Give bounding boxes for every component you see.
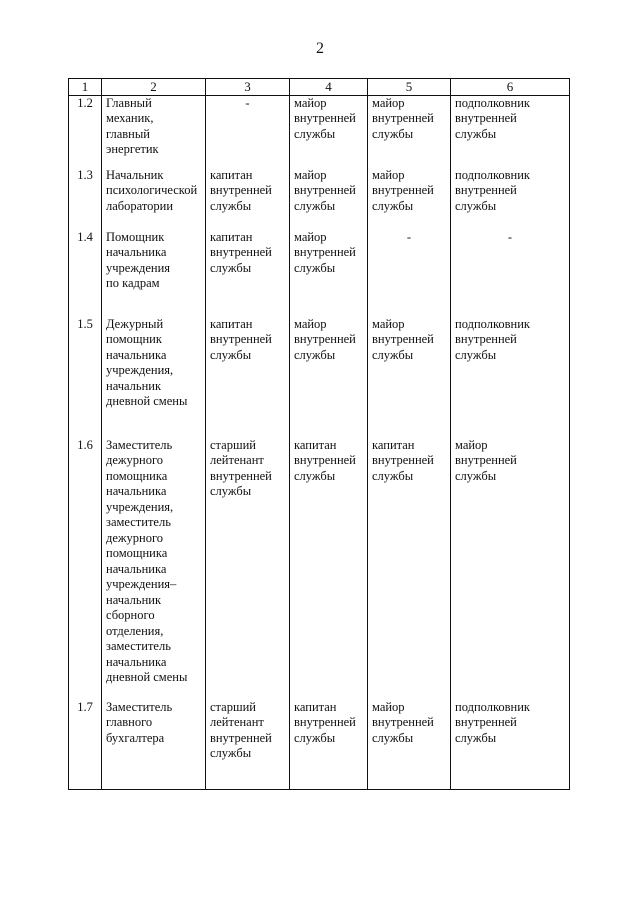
rank-cell-col3: -	[206, 95, 290, 168]
table-row	[69, 700, 570, 790]
row-number: 1.4	[69, 230, 102, 317]
position-cell: Начальник психологической лаборатории	[102, 168, 206, 230]
ranks-table	[68, 78, 570, 790]
rank-cell-col3: старший лейтенант внутренней службы	[206, 700, 290, 790]
rank-cell-col3: капитан внутренней службы	[206, 317, 290, 438]
table-row	[69, 168, 570, 230]
rank-cell-col4: капитан внутренней службы	[290, 438, 368, 700]
header-cell-3: 3	[206, 79, 290, 96]
row-number: 1.3	[69, 168, 102, 230]
rank-cell-col6: майор внутренней службы	[451, 438, 570, 700]
rank-cell-col5: майор внутренней службы	[368, 317, 451, 438]
rank-cell-col6: подполковник внутренней службы	[451, 168, 570, 230]
rank-cell-col6: подполковник внутренней службы	[451, 317, 570, 438]
header-cell-2: 2	[102, 79, 206, 96]
table-row	[69, 317, 570, 438]
rank-cell-col4: капитан внутренней службы	[290, 700, 368, 790]
rank-cell-col5: капитан внутренней службы	[368, 438, 451, 700]
rank-cell-col5: майор внутренней службы	[368, 95, 451, 168]
rank-cell-col3: капитан внутренней службы	[206, 230, 290, 317]
rank-cell-col5: -	[368, 230, 451, 317]
rank-cell-col6: подполковник внутренней службы	[451, 95, 570, 168]
table-row	[69, 230, 570, 317]
rank-cell-col3: капитан внутренней службы	[206, 168, 290, 230]
position-cell: Заместитель главного бухгалтера	[102, 700, 206, 790]
row-number: 1.5	[69, 317, 102, 438]
rank-cell-col6: подполковник внутренней службы	[451, 700, 570, 790]
rank-cell-col5: майор внутренней службы	[368, 168, 451, 230]
header-row	[69, 79, 570, 96]
table-row	[69, 438, 570, 700]
header-cell-1: 1	[69, 79, 102, 96]
table-row	[69, 95, 570, 168]
header-cell-5: 5	[368, 79, 451, 96]
page-number: 2	[316, 40, 324, 57]
rank-cell-col4: майор внутренней службы	[290, 317, 368, 438]
rank-cell-col6: -	[451, 230, 570, 317]
rank-cell-col4: майор внутренней службы	[290, 95, 368, 168]
row-number: 1.7	[69, 700, 102, 790]
rank-cell-col4: майор внутренней службы	[290, 168, 368, 230]
position-cell: Главный механик, главный энергетик	[102, 95, 206, 168]
position-cell: Дежурный помощник начальника учреждения, начальник дневной смены	[102, 317, 206, 438]
rank-cell-col3: старший лейтенант внутренней службы	[206, 438, 290, 700]
header-cell-4: 4	[290, 79, 368, 96]
row-number: 1.2	[69, 95, 102, 168]
position-cell: Заместитель дежурного помощника начальника учреждения, заместитель дежурного помощника начальника учреждения– начальник сборного отделения, заместитель начальника дневной смены	[102, 438, 206, 700]
position-cell: Помощник начальника учреждения по кадрам	[102, 230, 206, 317]
header-cell-6: 6	[451, 79, 570, 96]
row-number: 1.6	[69, 438, 102, 700]
rank-cell-col4: майор внутренней службы	[290, 230, 368, 317]
rank-cell-col5: майор внутренней службы	[368, 700, 451, 790]
